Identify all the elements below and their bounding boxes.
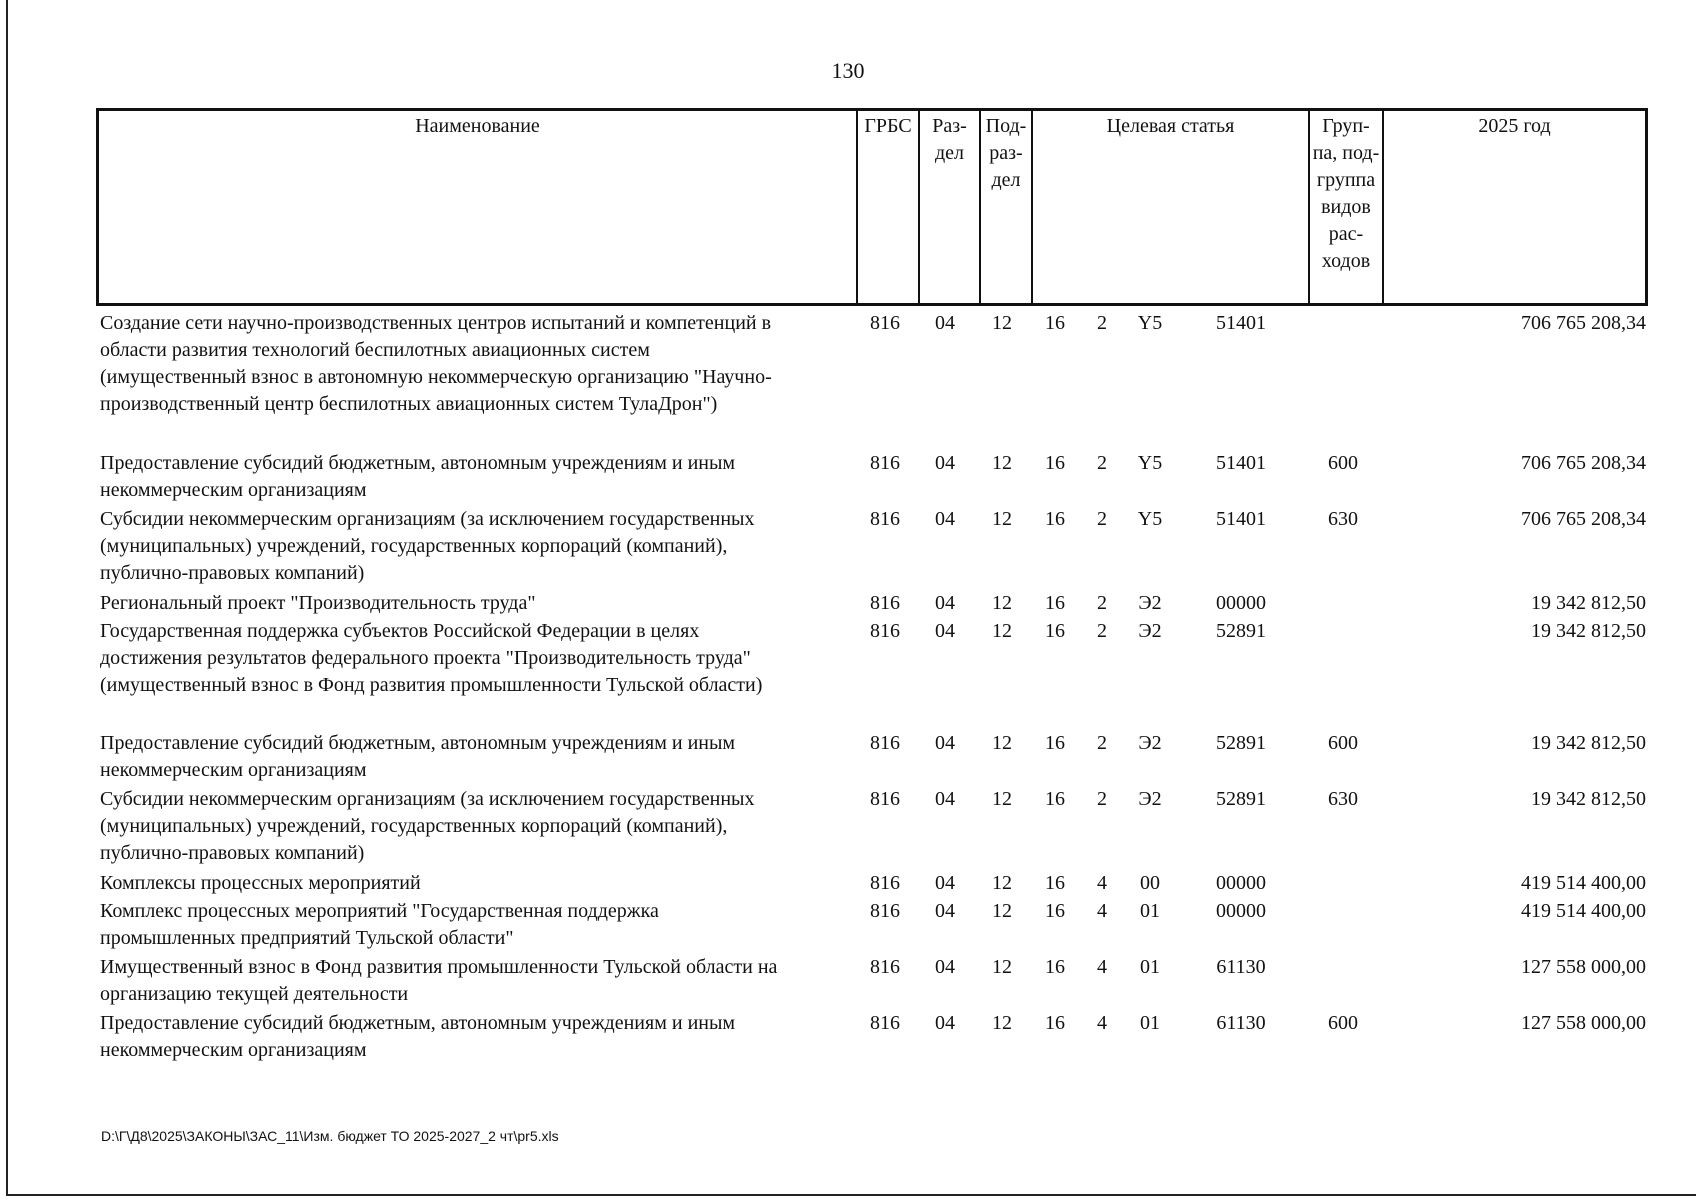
cell-cs2: 2 — [1097, 592, 1107, 614]
row-name-line: публично-правовых компаний) — [100, 842, 365, 864]
cell-grbs: 816 — [870, 872, 900, 894]
row-name-line: некоммерческим организациям — [100, 1039, 367, 1061]
cell-rz: 04 — [935, 452, 955, 474]
row-name-line: Комплекс процессных мероприятий "Государственная поддержка — [100, 900, 659, 922]
cell-cs4: 00000 — [1216, 592, 1266, 614]
cell-cs1: 16 — [1045, 900, 1065, 922]
cell-pr: 12 — [992, 452, 1012, 474]
cell-cs3: Э2 — [1138, 732, 1162, 754]
cell-cs1: 16 — [1045, 956, 1065, 978]
row-name-line: некоммерческим организациям — [100, 759, 367, 781]
cell-vr: 600 — [1328, 452, 1358, 474]
cell-pr: 12 — [992, 620, 1012, 642]
cell-cs2: 4 — [1097, 872, 1107, 894]
cell-cs4: 00000 — [1216, 900, 1266, 922]
cell-cs2: 2 — [1097, 508, 1107, 530]
cell-cs2: 4 — [1097, 900, 1107, 922]
cell-cs3: 01 — [1140, 900, 1160, 922]
cell-rz: 04 — [935, 732, 955, 754]
row-name-line: (имущественный взнос в Фонд развития промышленности Тульской области) — [100, 674, 763, 696]
row-name-line: достижения результатов федерального проекта "Производительность труда" — [100, 647, 751, 669]
row-name-line: Субсидии некоммерческим организациям (за исключением государственных — [100, 508, 755, 530]
cell-rz: 04 — [935, 592, 955, 614]
cell-cs2: 4 — [1097, 956, 1107, 978]
cell-cs2: 2 — [1097, 732, 1107, 754]
row-name-line: промышленных предприятий Тульской области" — [100, 927, 514, 949]
cell-grbs: 816 — [870, 788, 900, 810]
cell-pr: 12 — [992, 312, 1012, 334]
cell-amount: 706 765 208,34 — [1521, 312, 1646, 334]
budget-table — [96, 108, 1648, 1061]
cell-amount: 19 342 812,50 — [1531, 620, 1646, 642]
row-name — [100, 310, 840, 418]
file-path-footer: D:\Г\Д8\2025\ЗАКОНЫ\ЗАС_11\Изм. бюджет ТО 2025-2027_2 чт\pr5.xls — [101, 1128, 559, 1144]
cell-cs4: 51401 — [1216, 508, 1266, 530]
row-name — [100, 870, 840, 897]
page-number: 130 — [831, 58, 865, 83]
row-name-line: (муниципальных) учреждений, государственных корпораций (компаний), — [100, 535, 728, 557]
cell-cs4: 52891 — [1216, 620, 1266, 642]
row-name-line: Государственная поддержка субъектов Российской Федерации в целях — [100, 620, 700, 642]
cell-cs3: Y5 — [1137, 312, 1163, 334]
row-name-line: Предоставление субсидий бюджетным, автономным учреждениям и иным — [100, 452, 736, 474]
row-name-line: организацию текущей деятельности — [100, 983, 409, 1005]
header-gruppa: Груп- па, под- группа видов рас- ходов — [1312, 115, 1380, 272]
cell-cs1: 16 — [1045, 1012, 1065, 1034]
cell-amount: 19 342 812,50 — [1531, 592, 1646, 614]
cell-grbs: 816 — [870, 452, 900, 474]
cell-cs4: 52891 — [1216, 732, 1266, 754]
cell-cs1: 16 — [1045, 788, 1065, 810]
cell-grbs: 816 — [870, 620, 900, 642]
cell-amount: 127 558 000,00 — [1521, 956, 1646, 978]
cell-cs4: 51401 — [1216, 452, 1266, 474]
cell-vr: 630 — [1328, 508, 1358, 530]
cell-cs1: 16 — [1045, 592, 1065, 614]
cell-pr: 12 — [992, 956, 1012, 978]
cell-amount: 419 514 400,00 — [1521, 900, 1646, 922]
cell-grbs: 816 — [870, 592, 900, 614]
row-name-line: производственный центр беспилотных авиационных систем ТулаДрон") — [100, 393, 718, 415]
row-name — [100, 898, 840, 952]
cell-pr: 12 — [992, 900, 1012, 922]
cell-vr: 600 — [1328, 732, 1358, 754]
cell-grbs: 816 — [870, 312, 900, 334]
header-name: Наименование — [415, 115, 540, 137]
row-name — [100, 1010, 840, 1064]
row-name-line: (имущественный взнос в автономную некоммерческую организацию "Научно- — [100, 366, 772, 388]
header-razdel: Раз- дел — [932, 115, 967, 164]
row-name-line: Предоставление субсидий бюджетным, автономным учреждениям и иным — [100, 732, 736, 754]
row-name — [100, 618, 840, 699]
cell-cs2: 2 — [1097, 620, 1107, 642]
cell-pr: 12 — [992, 872, 1012, 894]
cell-amount: 19 342 812,50 — [1531, 788, 1646, 810]
cell-cs4: 61130 — [1216, 956, 1266, 978]
row-name-line: Субсидии некоммерческим организациям (за исключением государственных — [100, 788, 755, 810]
row-name — [100, 590, 840, 617]
row-name-line: Создание сети научно-производственных центров испытаний и компетенций в — [100, 312, 772, 334]
row-name — [100, 954, 840, 1008]
cell-pr: 12 — [992, 592, 1012, 614]
cell-amount: 127 558 000,00 — [1521, 1012, 1646, 1034]
cell-vr: 630 — [1328, 788, 1358, 810]
cell-pr: 12 — [992, 788, 1012, 810]
cell-cs3: 00 — [1140, 872, 1160, 894]
cell-pr: 12 — [992, 732, 1012, 754]
cell-amount: 706 765 208,34 — [1521, 508, 1646, 530]
cell-grbs: 816 — [870, 1012, 900, 1034]
cell-cs4: 51401 — [1216, 312, 1266, 334]
cell-cs1: 16 — [1045, 312, 1065, 334]
cell-grbs: 816 — [870, 508, 900, 530]
row-name — [100, 506, 840, 587]
page-border-left — [6, 0, 8, 1196]
cell-cs3: Э2 — [1138, 620, 1162, 642]
cell-pr: 12 — [992, 508, 1012, 530]
cell-grbs: 816 — [870, 732, 900, 754]
cell-cs1: 16 — [1045, 872, 1065, 894]
row-name — [100, 786, 840, 867]
cell-cs4: 61130 — [1216, 1012, 1266, 1034]
cell-cs3: Э2 — [1138, 592, 1162, 614]
cell-cs3: 01 — [1140, 956, 1160, 978]
row-name-line: Региональный проект "Производительность труда" — [100, 592, 536, 614]
cell-cs1: 16 — [1045, 508, 1065, 530]
cell-rz: 04 — [935, 508, 955, 530]
table-header — [96, 108, 1648, 306]
header-year: 2025 год — [1478, 115, 1551, 137]
cell-vr: 600 — [1328, 1012, 1358, 1034]
row-name — [100, 730, 840, 784]
cell-rz: 04 — [935, 620, 955, 642]
cell-rz: 04 — [935, 956, 955, 978]
page-border-bottom — [6, 1194, 1696, 1196]
header-podrazdel: Под- раз- дел — [985, 115, 1027, 191]
cell-cs1: 16 — [1045, 732, 1065, 754]
cell-cs4: 00000 — [1216, 872, 1266, 894]
cell-grbs: 816 — [870, 956, 900, 978]
cell-rz: 04 — [935, 872, 955, 894]
cell-rz: 04 — [935, 312, 955, 334]
cell-cs3: Э2 — [1138, 788, 1162, 810]
header-celevaya: Целевая статья — [1106, 115, 1235, 137]
cell-amount: 419 514 400,00 — [1521, 872, 1646, 894]
row-name-line: области развития технологий беспилотных авиационных систем — [100, 339, 650, 361]
row-name-line: некоммерческим организациям — [100, 479, 367, 501]
cell-cs1: 16 — [1045, 452, 1065, 474]
cell-rz: 04 — [935, 900, 955, 922]
cell-cs3: 01 — [1140, 1012, 1160, 1034]
row-name — [100, 450, 840, 504]
cell-rz: 04 — [935, 1012, 955, 1034]
cell-amount: 706 765 208,34 — [1521, 452, 1646, 474]
row-name-line: Имущественный взнос в Фонд развития промышленности Тульской области на — [100, 956, 778, 978]
cell-cs4: 52891 — [1216, 788, 1266, 810]
cell-cs2: 2 — [1097, 312, 1107, 334]
cell-cs2: 2 — [1097, 788, 1107, 810]
cell-cs3: Y5 — [1137, 452, 1163, 474]
row-name-line: Предоставление субсидий бюджетным, автономным учреждениям и иным — [100, 1012, 736, 1034]
row-name-line: (муниципальных) учреждений, государственных корпораций (компаний), — [100, 815, 728, 837]
cell-cs3: Y5 — [1137, 508, 1163, 530]
row-name-line: Комплексы процессных мероприятий — [100, 872, 421, 894]
header-grbs: ГРБС — [864, 115, 912, 137]
cell-rz: 04 — [935, 788, 955, 810]
cell-cs2: 4 — [1097, 1012, 1107, 1034]
cell-cs2: 2 — [1097, 452, 1107, 474]
cell-amount: 19 342 812,50 — [1531, 732, 1646, 754]
cell-pr: 12 — [992, 1012, 1012, 1034]
cell-cs1: 16 — [1045, 620, 1065, 642]
cell-grbs: 816 — [870, 900, 900, 922]
row-name-line: публично-правовых компаний) — [100, 562, 365, 584]
